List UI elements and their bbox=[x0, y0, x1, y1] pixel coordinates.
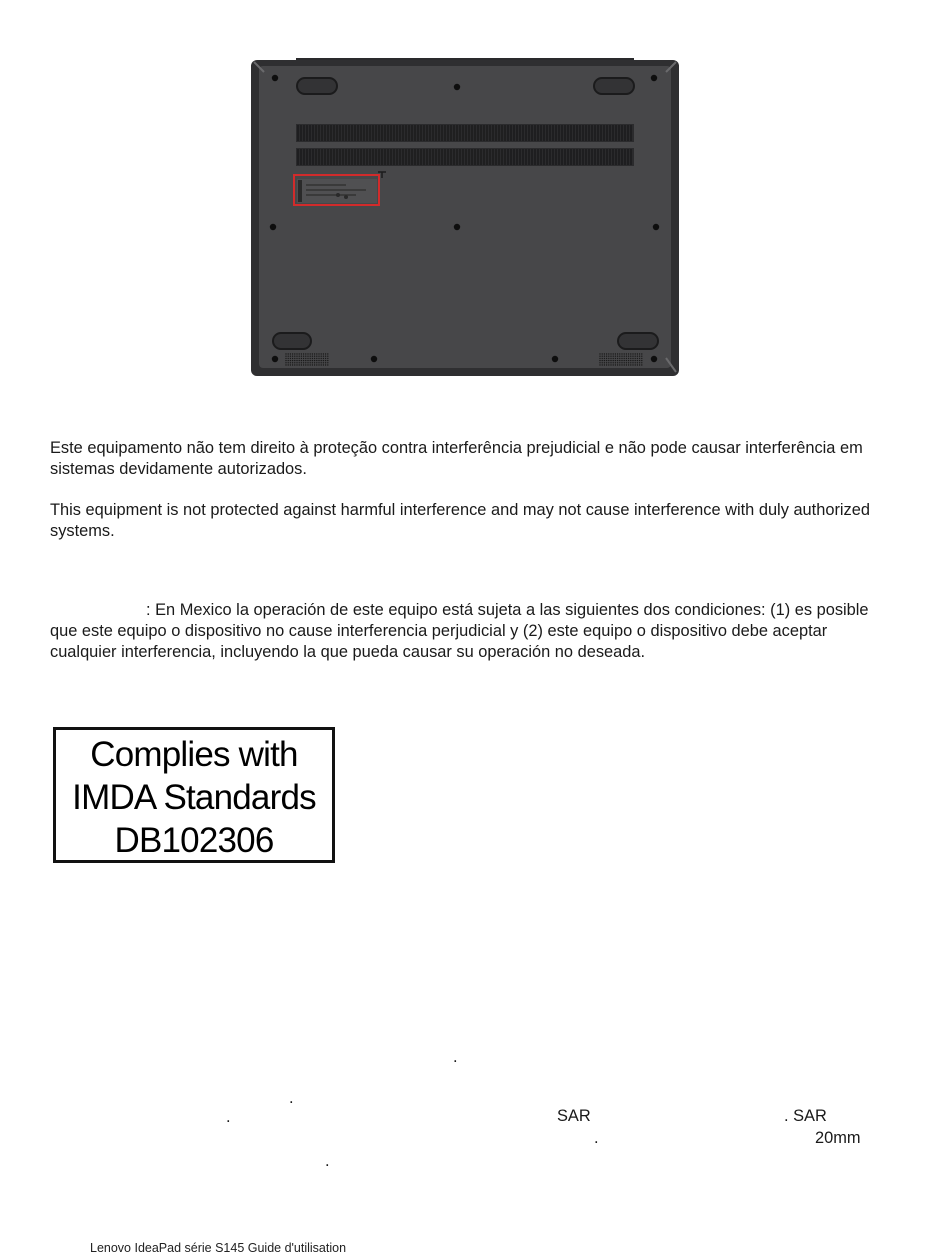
fragment-dot-5: . bbox=[325, 1152, 330, 1170]
fragment-distance: 20mm bbox=[815, 1129, 861, 1147]
regulatory-label-area bbox=[297, 179, 377, 203]
laptop-bottom-panel bbox=[259, 66, 671, 368]
foot-top-right bbox=[594, 78, 634, 94]
foot-bottom-right bbox=[618, 333, 658, 349]
fragment-dot-3: . bbox=[226, 1108, 231, 1126]
imda-line-1: Complies with bbox=[90, 735, 298, 774]
fragment-dot-1: . bbox=[453, 1048, 458, 1066]
mexico-notice-spanish bbox=[50, 600, 890, 663]
imda-line-2: IMDA Standards bbox=[72, 778, 316, 817]
brazil-notice-portuguese: Este equipamento não tem direito à proteção contra interferência prejudicial e não pode causar interferência em sistemas devidamente autorizados. bbox=[50, 439, 863, 478]
brazil-notice-english: This equipment is not protected against harmful interference and may not cause interference with duly authorized systems. bbox=[50, 501, 870, 540]
laptop-bottom-illustration bbox=[250, 58, 680, 378]
fragment-dot-4: . bbox=[594, 1129, 599, 1147]
mexico-notice-text: : En Mexico la operación de este equipo está sujeta a las siguientes dos condiciones: (1) es posible que este equipo o dispositivo no cause interferencia perjudicial y (2) este equipo o dispositivo debe aceptar cualquier interferencia, incluyendo la que pueda causar su operación no deseada. bbox=[50, 601, 869, 661]
fragment-dot-sar: . SAR bbox=[784, 1107, 827, 1125]
fragment-sar-1: SAR bbox=[557, 1107, 591, 1125]
imda-compliance-label bbox=[53, 727, 335, 863]
fragment-dot-2: . bbox=[289, 1089, 294, 1107]
foot-bottom-left bbox=[273, 333, 311, 349]
imda-line-3: DB102306 bbox=[114, 821, 274, 860]
foot-top-left bbox=[297, 78, 337, 94]
page-footer: Lenovo IdeaPad série S145 Guide d'utilisation bbox=[90, 1241, 347, 1255]
